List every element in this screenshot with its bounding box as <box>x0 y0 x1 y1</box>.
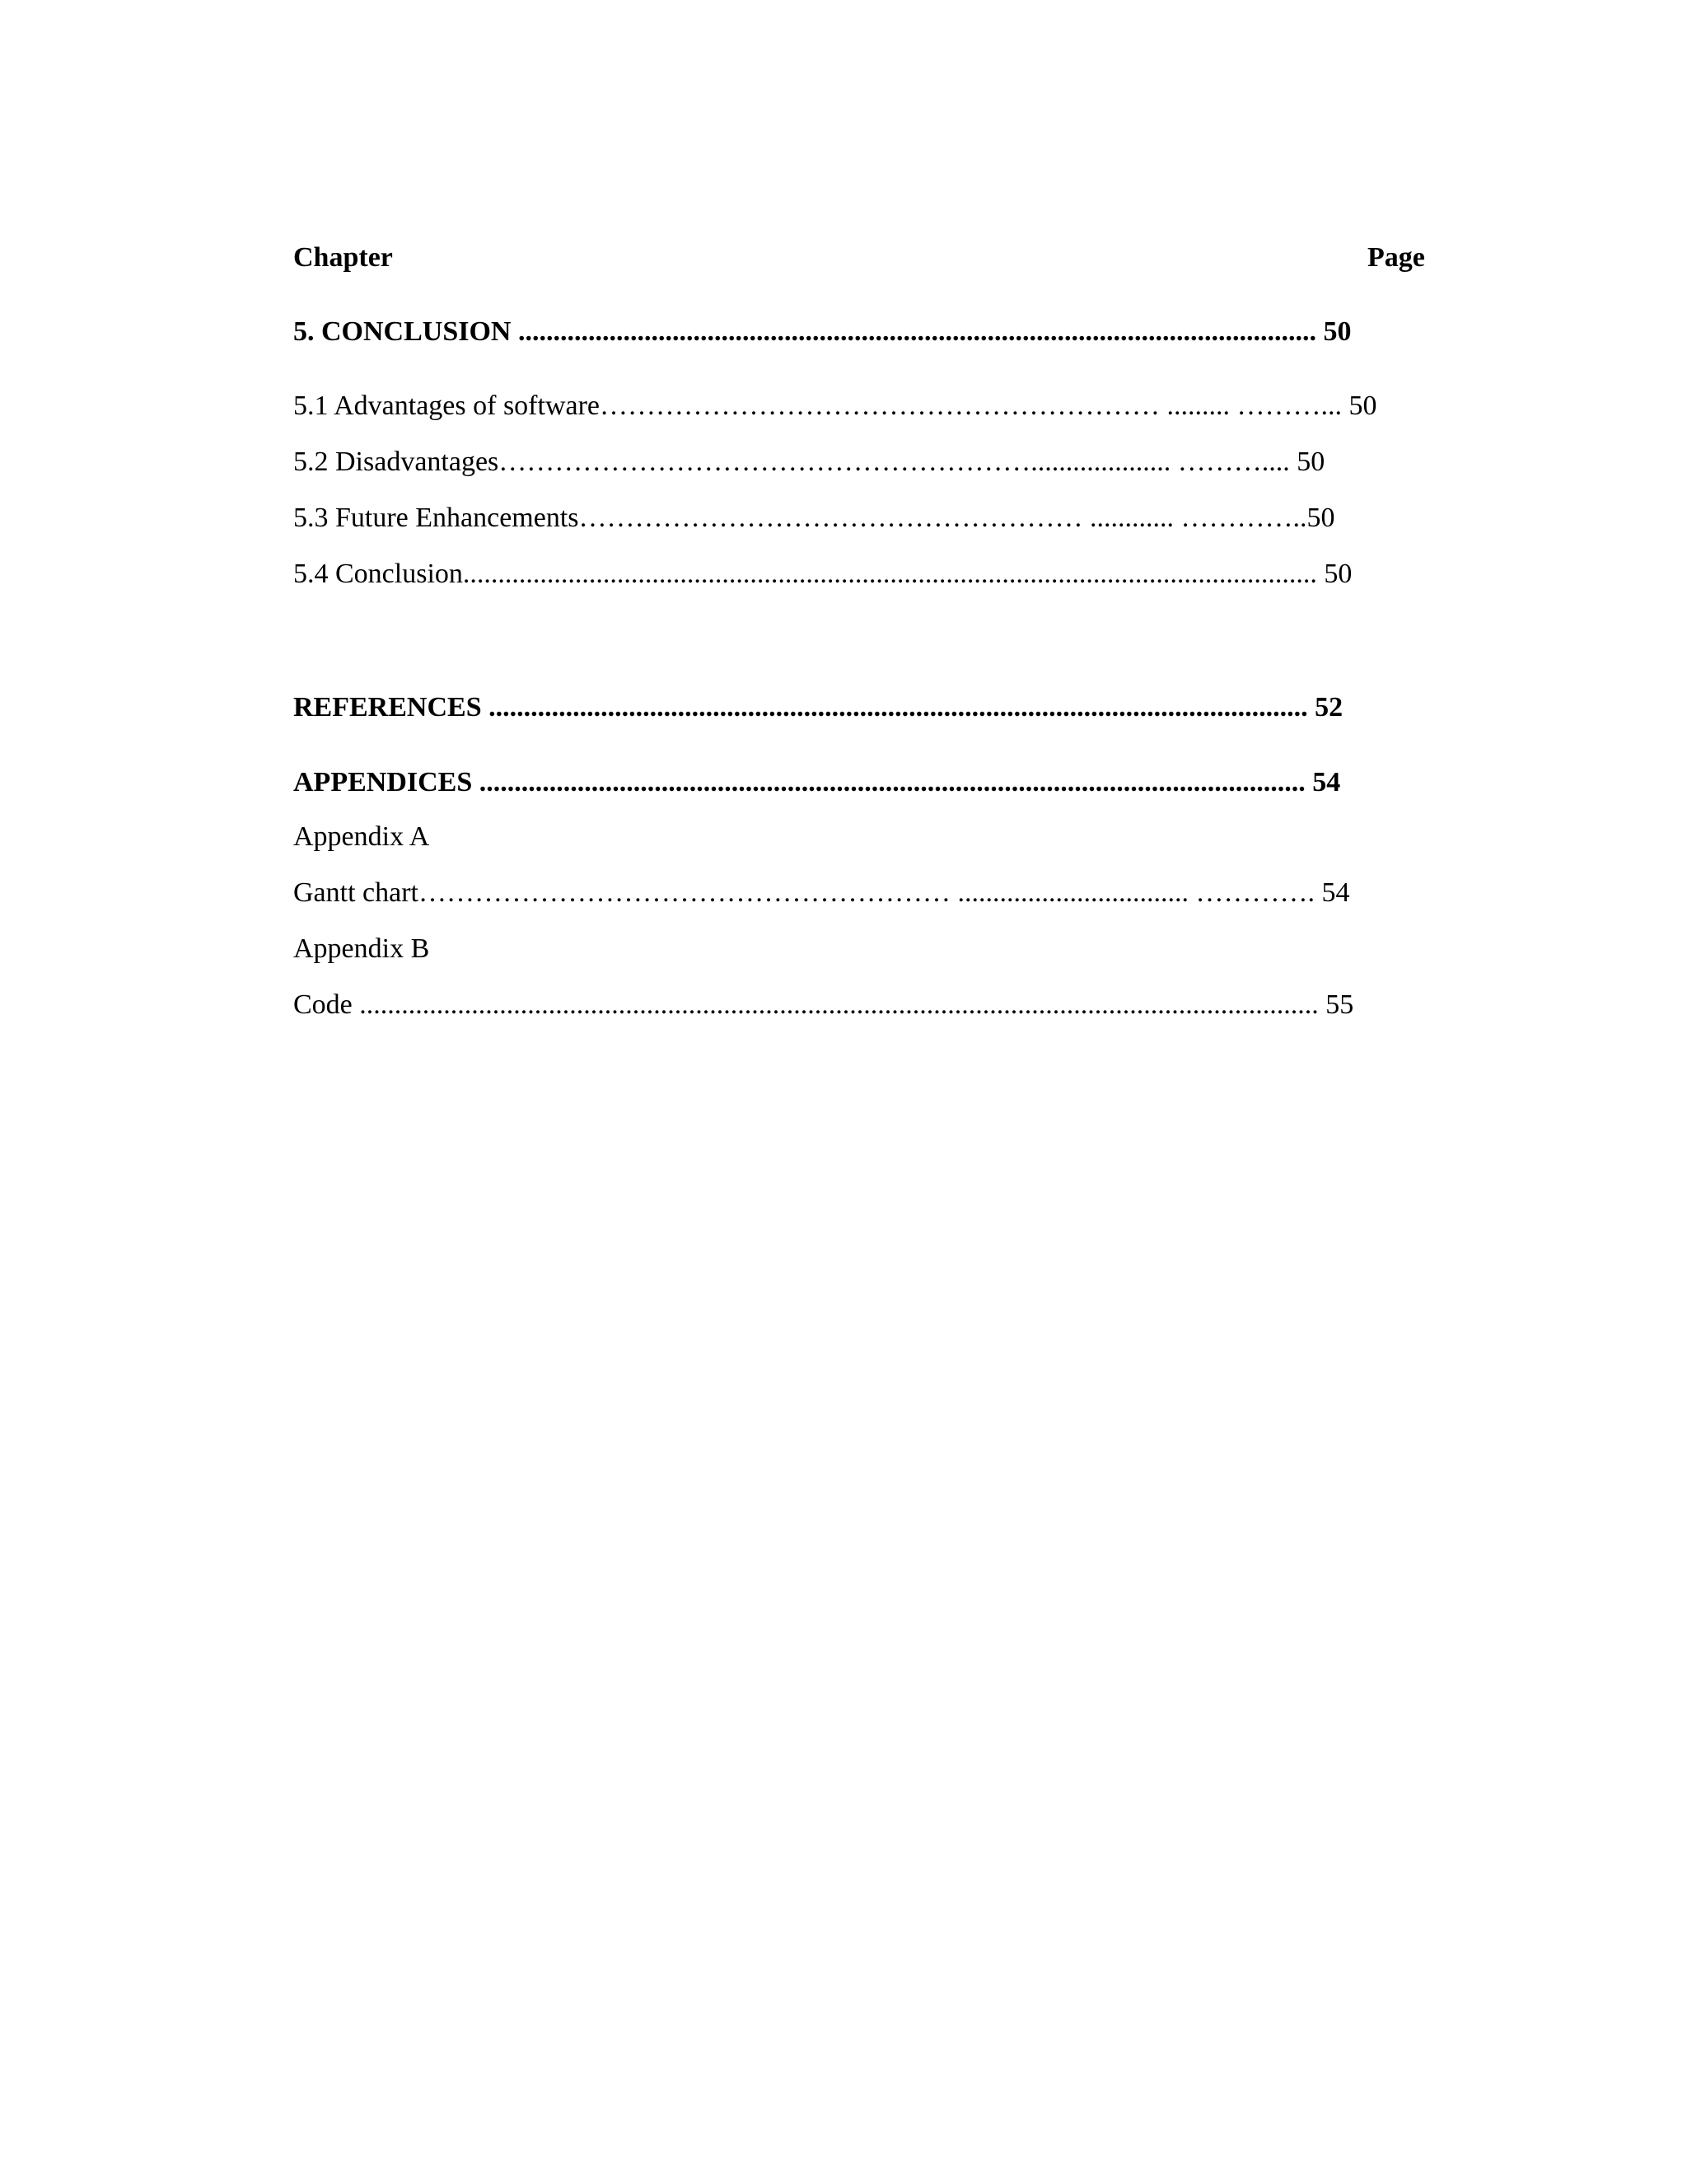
toc-entry-appendices: APPENDICES ...................................................................................................................... 54 <box>293 767 1341 797</box>
toc-entry-conclusion: 5. CONCLUSION .................................................................................................................. 50 <box>293 316 1352 347</box>
toc-appendix-b-label: Appendix B <box>293 933 430 964</box>
toc-entry-gantt-chart: Gantt chart………………………………………………… ................................. …………. 54 <box>293 877 1350 908</box>
toc-entry-future-enhancements: 5.3 Future Enhancements……………………………………………… ............ …………..50 <box>293 503 1335 533</box>
toc-entry-disadvantages: 5.2 Disadvantages………………………………………………….................... ……….... 50 <box>293 447 1325 477</box>
chapter-column-header: Chapter <box>293 242 393 273</box>
page-column-header: Page <box>1367 242 1425 273</box>
toc-entry-conclusion-sub: 5.4 Conclusion.......................................................................................................................... 50 <box>293 559 1353 589</box>
toc-entry-references: REFERENCES ..................................................................................................................... 52 <box>293 692 1344 723</box>
toc-entry-code: Code ......................................................................................................................................... 55 <box>293 989 1354 1020</box>
toc-appendix-a-label: Appendix A <box>293 821 430 852</box>
toc-entry-advantages: 5.1 Advantages of software…………………………………………………… ......... ………... 50 <box>293 391 1377 421</box>
